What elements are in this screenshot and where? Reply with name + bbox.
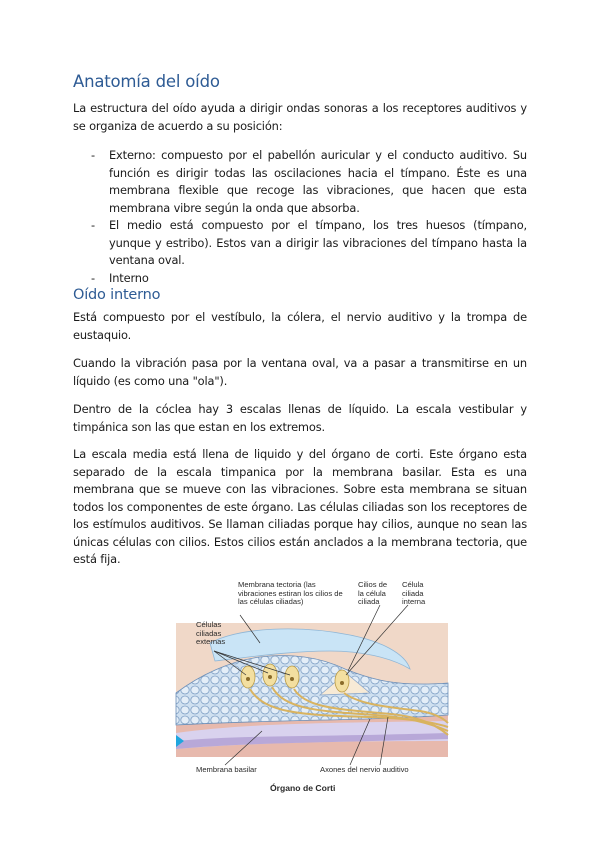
list-item — [73, 270, 527, 288]
ear-parts-list — [73, 147, 527, 287]
organ-of-corti-figure — [170, 565, 450, 800]
label-outer-hair-cells: Células ciliadas externas — [196, 620, 226, 647]
label-inner-hair-cell: Célula ciliada interna — [402, 580, 426, 607]
paragraph: Dentro de la cóclea hay 3 escalas llenas de líquido. La escala vestibular y timpánica son las que estan en los extremos. — [73, 402, 527, 434]
list-bullet: - — [91, 270, 95, 285]
list-item-text: Externo: compuesto por el pabellón auricular y el conducto auditivo. Su función es dirigir todas las oscilaciones hacia el tímpano. Éste es una membrana flexible que recoge las vibraciones, que hacen que esta membrana vibre según la onda que absorba. — [109, 148, 527, 215]
list-item — [73, 147, 527, 217]
list-item — [73, 217, 527, 270]
paragraph: Cuando la vibración pasa por la ventana oval, va a pasar a transmitirse en un líquido (es como una "ola"). — [73, 356, 527, 388]
label-auditory-nerve-axons: Axones del nervio auditivo — [320, 765, 409, 774]
page-title: Anatomía del oído — [73, 72, 220, 91]
list-item-text: Interno — [109, 270, 149, 285]
list-bullet: - — [91, 218, 95, 232]
label-basilar-membrane: Membrana basilar — [196, 765, 257, 774]
section-title: Oído interno — [73, 287, 161, 303]
figure-caption: Órgano de Corti — [270, 783, 336, 793]
list-bullet: - — [91, 148, 95, 162]
label-hair-cilia: Cilios de la célula ciliada — [358, 580, 388, 607]
intro-paragraph: La estructura del oído ayuda a dirigir ondas sonoras a los receptores auditivos y se organiza de acuerdo a su posición: — [73, 101, 527, 133]
paragraph: Está compuesto por el vestíbulo, la cólera, el nervio auditivo y la trompa de eustaquio. — [73, 310, 527, 342]
label-tectorial-membrane: Membrana tectoria (las vibraciones estiran los cilios de las células ciliadas) — [238, 580, 343, 607]
paragraph: La escala media está llena de liquido y del órgano de corti. Este órgano esta separado de la escala timpanica por la membrana basilar. Esta es una membrana que se mueve con las vibraciones. Sobre esta membrana se situan todos los componentes de este órgano. Las células ciliadas son los receptores de los estímulos auditivos. Se llaman ciliadas porque hay cilios, aunque no sean las únicas células con cilios. Estos cilios están anclados a la membrana tectoria, que está fija. — [73, 447, 527, 566]
list-item-text: El medio está compuesto por el tímpano, los tres huesos (tímpano, yunque y estribo). Estos van a dirigir las vibraciones del tímpano hasta la ventana oval. — [109, 218, 527, 267]
